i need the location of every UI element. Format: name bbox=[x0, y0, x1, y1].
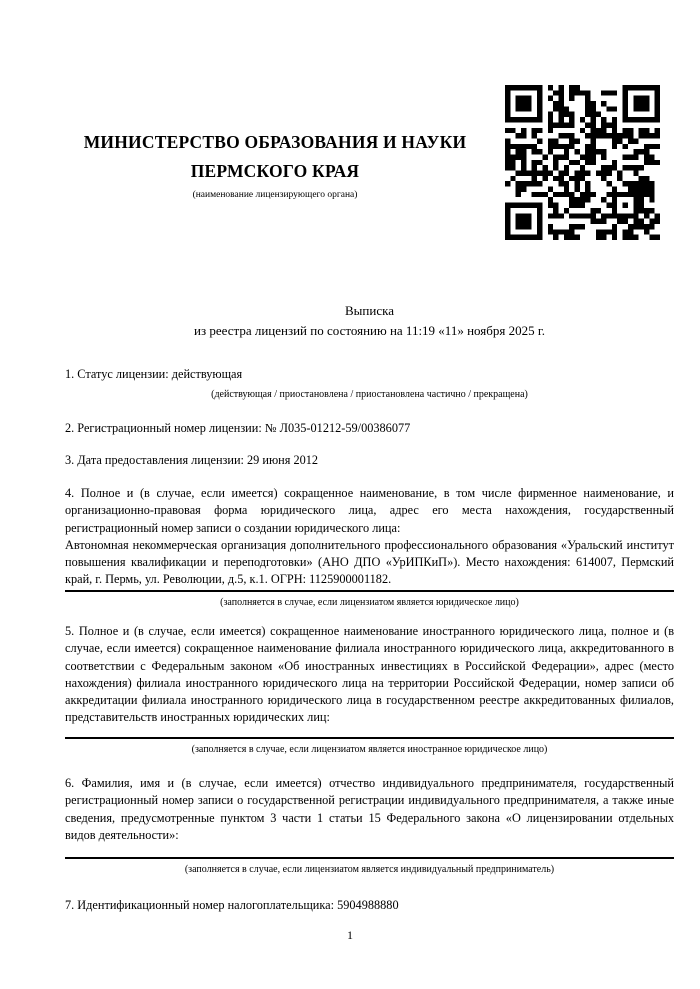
entrepreneur-statement: 6. Фамилия, имя и (в случае, если имеется) отчество индивидуального предпринимателя, государственный регистрационный номер записи о государственной регистрации индивидуального предпринимателя, а также иные сведения, предусмотренные пунктом 3 части 1 статьи 15 Федерального закона «О лицензировании отдельных видов деятельности»: bbox=[65, 776, 674, 842]
item-license-status bbox=[65, 366, 674, 402]
legal-entity-value: Автономная некоммерческая организация дополнительного профессионального образования «Уральский институт повышения квалификации и переподготовки» (АНО ДПО «УрИПКиП»). Место нахождения: 614007, Пермский край, г. Пермь, ул. Революции, д.5, к.1. ОГРН: 1125900001182. bbox=[65, 537, 674, 587]
registration-number-text: 2. Регистрационный номер лицензии: № Л035-01212-59/00386077 bbox=[65, 421, 411, 435]
ministry-name-line2: ПЕРМСКОГО КРАЯ bbox=[190, 161, 360, 181]
item-foreign-entity bbox=[65, 623, 674, 757]
item-individual-entrepreneur bbox=[65, 775, 674, 877]
document-title-line2: из реестра лицензий по состоянию на 11:19 «11» ноября 2025 г. bbox=[194, 323, 545, 338]
foreign-entity-statement: 5. Полное и (в случае, если имеется) сокращенное наименование иностранного юридического лица, полное и (в случае, если имеется) сокращенное наименование филиала иностранного юридического лица, аккредитованного в соответствии с Федеральным законом «Об иностранных инвестициях в Российской Федерации», адрес (место нахождения) филиала иностранного юридического лица на территории Российской Федерации, номер записи об аккредитации филиала иностранного юридического лица в государственном реестре аккредитованных филиалов, представительств иностранных юридических лиц: bbox=[65, 624, 674, 725]
legal-entity-statement: 4. Полное и (в случае, если имеется) сокращенное наименование, в том числе фирменное наименование, и организационно-правовая форма юридического лица, адрес его места нахождения, государственный регистрационный номер записи о создании юридического лица: bbox=[65, 486, 674, 535]
item-taxpayer-number bbox=[65, 897, 674, 914]
ministry-name-line1: МИНИСТЕРСТВО ОБРАЗОВАНИЯ И НАУКИ bbox=[83, 132, 467, 152]
item-registration-number bbox=[65, 420, 674, 437]
foreign-entity-underline bbox=[65, 737, 674, 739]
license-status-text: 1. Статус лицензии: действующая bbox=[65, 367, 243, 381]
item-legal-entity bbox=[65, 485, 674, 610]
entrepreneur-caption: (заполняется в случае, если лицензиатом является индивидуальный предприниматель) bbox=[184, 864, 555, 876]
legal-entity-caption: (заполняется в случае, если лицензиатом является юридическое лицо) bbox=[220, 596, 519, 608]
item-license-date bbox=[65, 452, 674, 469]
license-date-text: 3. Дата предоставления лицензии: 29 июня 2012 bbox=[65, 453, 319, 467]
foreign-entity-blank-value bbox=[65, 727, 674, 736]
taxpayer-number-text: 7. Идентификационный номер налогоплательщика: 5904988880 bbox=[65, 898, 399, 912]
licensing-authority-header bbox=[60, 128, 490, 200]
page-number: 1 bbox=[347, 928, 353, 942]
ministry-name-caption: (наименование лицензирующего органа) bbox=[192, 190, 358, 200]
entrepreneur-underline bbox=[65, 857, 674, 859]
document-title bbox=[65, 301, 674, 341]
qr-code-canvas bbox=[505, 85, 660, 240]
foreign-entity-caption: (заполняется в случае, если лицензиатом является иностранное юридическое лицо) bbox=[191, 743, 548, 755]
entrepreneur-blank-value bbox=[65, 844, 674, 856]
legal-entity-underline bbox=[65, 590, 674, 592]
document-title-line1: Выписка bbox=[345, 303, 394, 318]
license-status-options-caption: (действующая / приостановлена / приостановлена частично / прекращена) bbox=[211, 389, 528, 401]
qr-code-icon bbox=[505, 85, 660, 240]
